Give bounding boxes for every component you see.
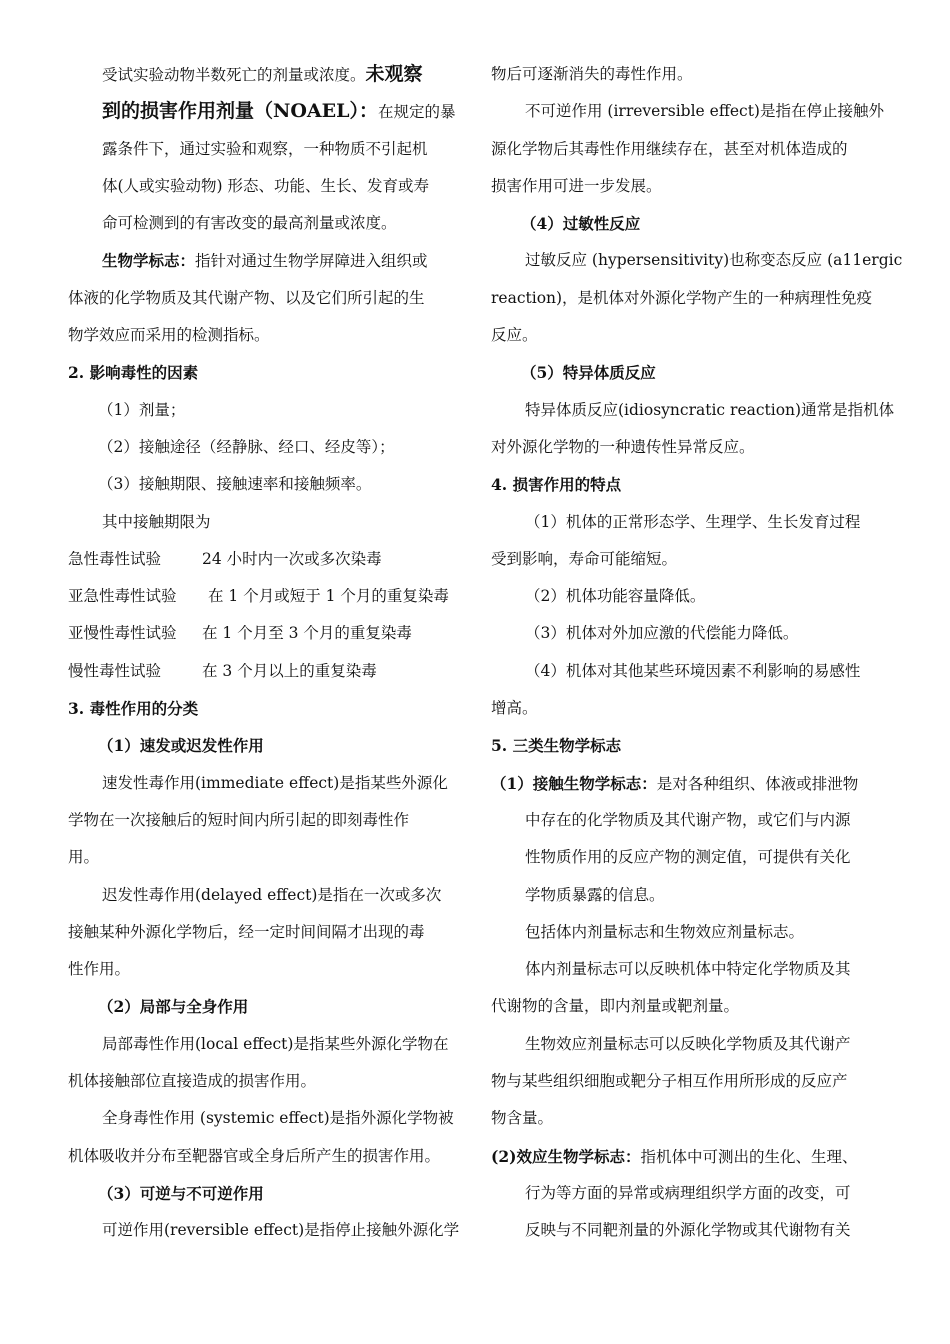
text: 指机体中可测出的生化、生理、 (640, 1147, 858, 1166)
text-line: 全身毒性作用 (systemic effect)是指外源化学物被 (102, 1109, 454, 1128)
list-item: （1）剂量； (98, 400, 186, 419)
test-row (68, 541, 468, 578)
text-line: 性作用。 (68, 960, 131, 979)
bold-term: 未观察 (365, 63, 423, 85)
text-line: 源化学物后其毒性作用继续存在，甚至对机体造成的 (491, 139, 848, 158)
left-column (68, 56, 468, 1250)
text-line: 学物在一次接触后的短时间内所引起的即刻毒性作 (68, 810, 410, 829)
subsection-heading: （3）可逆与不可逆作用 (98, 1183, 264, 1203)
text-line: 其中接触期限为 (102, 512, 211, 531)
text: 受试实验动物半数死亡的剂量或浓度。 (102, 66, 366, 84)
text-line: 物学效应而采用的检测指标。 (68, 326, 270, 345)
text-line: 可逆作用(reversible effect)是指停止接触外源化学 (102, 1221, 460, 1240)
test-row (68, 615, 468, 652)
right-column (491, 56, 903, 1250)
text-line: 体(人或实验动物) 形态、功能、生长、发育或寿 (102, 176, 430, 195)
subsection-heading: （1）速发或迟发性作用 (98, 736, 264, 756)
text-line: 不可逆作用 (irreversible effect)是指在停止接触外 (525, 102, 884, 121)
text-line: 接触某种外源化学物后，经一定时间间隔才出现的毒 (68, 922, 425, 941)
test-name: 急性毒性试验 (68, 549, 162, 568)
bold-term: 生物学标志： (102, 251, 196, 271)
test-desc: 在 3 个月以上的重复染毒 (202, 661, 377, 680)
bold-term: 到的损害作用剂量（NOAEL）： (102, 100, 379, 123)
text-line: 反映与不同靶剂量的外源化学物或其代谢物有关 (525, 1221, 851, 1240)
subsection-heading: （4）过敏性反应 (521, 214, 641, 234)
text-line: 行为等方面的异常或病理组织学方面的改变，可 (525, 1183, 851, 1202)
text-line: 过敏反应 (hypersensitivity)也称变态反应 (a11ergic (525, 251, 903, 270)
text-line: 中存在的化学物质及其代谢产物，或它们与内源 (525, 810, 851, 829)
text-line (68, 56, 468, 93)
text-line: 特异体质反应(idiosyncratic reaction)通常是指机体 (525, 400, 895, 419)
text-line: 机体接触部位直接造成的损害作用。 (68, 1072, 317, 1091)
section-heading: 5. 三类生物学标志 (491, 736, 622, 756)
text-line (68, 242, 468, 279)
bold-term: (2)效应生物学标志： (491, 1146, 641, 1166)
text-line: 学物质暴露的信息。 (525, 885, 665, 904)
test-name: 慢性毒性试验 (68, 661, 162, 680)
list-item: （2）接触途径（经静脉、经口、经皮等）； (98, 437, 395, 456)
text-line: reaction)，是机体对外源化学物产生的一种病理性免疫 (491, 288, 873, 307)
text-line: 对外源化学物的一种遗传性异常反应。 (491, 437, 755, 456)
test-name: 亚急性毒性试验 (68, 587, 177, 606)
list-item: （4）机体对其他某些环境因素不利影响的易感性 (525, 661, 861, 680)
text-line: 命可检测到的有害改变的最高剂量或浓度。 (102, 214, 397, 233)
list-item: （2）机体功能容量降低。 (525, 587, 706, 606)
text-line (491, 1138, 891, 1175)
text-line: 用。 (68, 848, 100, 867)
text-line (491, 765, 891, 802)
text-line: 生物效应剂量标志可以反映化学物质及其代谢产 (525, 1034, 851, 1053)
bold-term: （1）接触生物学标志： (491, 773, 657, 793)
text: 指针对通过生物学屏障进入组织或 (195, 252, 428, 271)
text-line: 体液的化学物质及其代谢产物、以及它们所引起的生 (68, 288, 425, 307)
text: 是对各种组织、体液或排泄物 (656, 774, 859, 793)
subsection-heading: （5）特异体质反应 (521, 363, 656, 383)
list-item: （3）接触期限、接触速率和接触频率。 (98, 475, 372, 494)
text-line: 代谢物的含量，即内剂量或靶剂量。 (491, 997, 740, 1016)
test-desc: 在 1 个月或短于 1 个月的重复染毒 (208, 587, 449, 606)
section-heading: 2. 影响毒性的因素 (68, 363, 199, 383)
text-line: 物与某些组织细胞或靶分子相互作用所形成的反应产 (491, 1072, 848, 1091)
test-name: 亚慢性毒性试验 (68, 624, 177, 643)
text-line: 速发性毒作用(immediate effect)是指某些外源化 (102, 773, 448, 792)
test-desc: 在 1 个月至 3 个月的重复染毒 (202, 624, 412, 643)
text-line (68, 93, 468, 130)
text-line: 增高。 (491, 699, 538, 718)
text: 在规定的暴 (378, 103, 456, 122)
text-line: 体内剂量标志可以反映机体中特定化学物质及其 (525, 960, 851, 979)
text-line: 反应。 (491, 326, 538, 345)
section-heading: 3. 毒性作用的分类 (68, 699, 199, 719)
text-line: 物含量。 (491, 1109, 554, 1128)
list-item: （3）机体对外加应激的代偿能力降低。 (525, 624, 799, 643)
text-line: 机体吸收并分布至靶器官或全身后所产生的损害作用。 (68, 1146, 441, 1165)
text-line: 包括体内剂量标志和生物效应剂量标志。 (525, 922, 805, 941)
text-line: 物后可逐渐消失的毒性作用。 (491, 65, 693, 83)
section-heading: 4. 损害作用的特点 (491, 475, 622, 495)
text-line: 性物质作用的反应产物的测定值，可提供有关化 (525, 848, 851, 867)
list-item: （1）机体的正常形态学、生理学、生长发育过程 (525, 512, 861, 531)
test-desc: 24 小时内一次或多次染毒 (202, 549, 382, 568)
text-line: 局部毒性作用(local effect)是指某些外源化学物在 (102, 1034, 449, 1053)
subsection-heading: （2）局部与全身作用 (98, 997, 249, 1017)
text-line: 露条件下，通过实验和观察，一种物质不引起机 (102, 139, 428, 158)
text-line: 受到影响，寿命可能缩短。 (491, 549, 678, 568)
test-row (68, 578, 468, 615)
text-line: 损害作用可进一步发展。 (491, 176, 662, 195)
test-row (68, 653, 468, 690)
text-line: 迟发性毒作用(delayed effect)是指在一次或多次 (102, 885, 442, 904)
